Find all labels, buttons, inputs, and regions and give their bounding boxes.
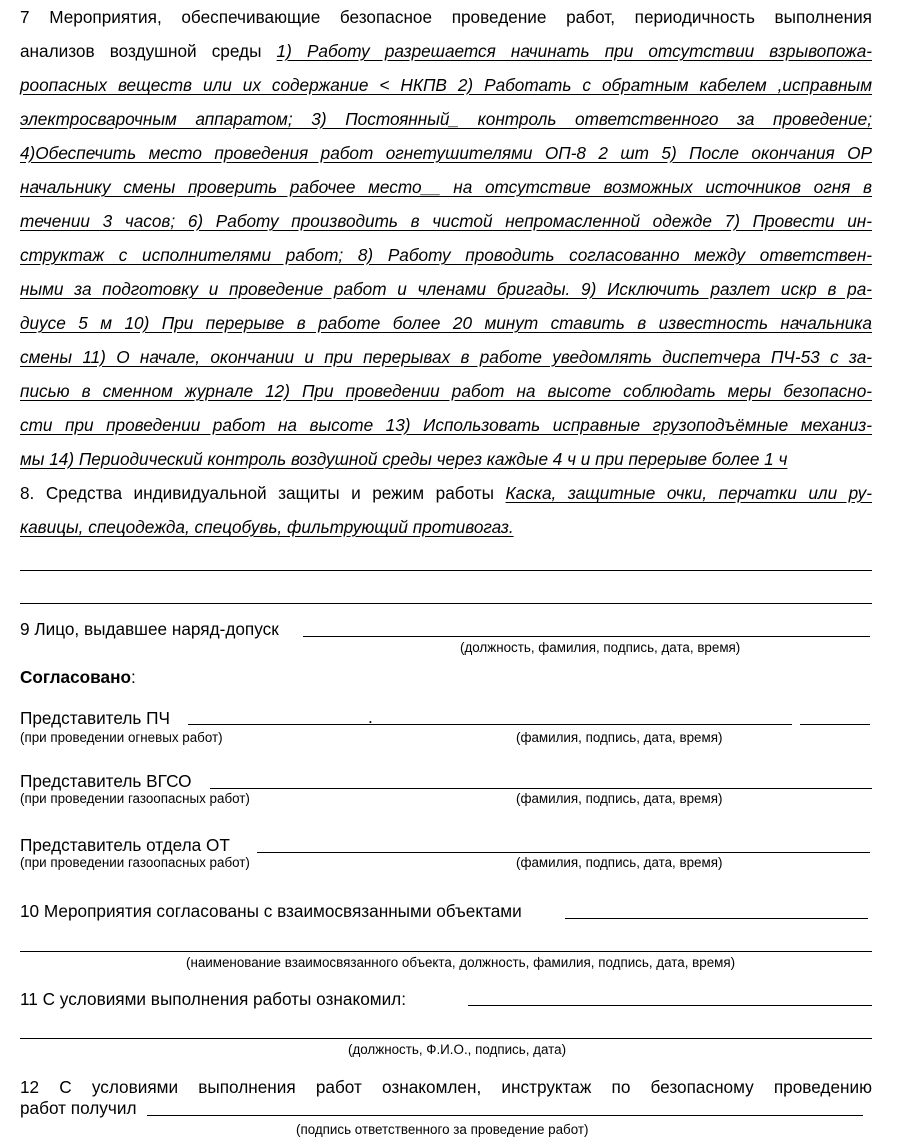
section-7-measures-start: 1) Работу разрешается начинать при отсутствии взрывопожа- bbox=[276, 41, 872, 61]
ot-caption: (фамилия, подпись, дата, время) bbox=[516, 855, 723, 870]
pch-dot: . bbox=[368, 707, 373, 727]
issuer-signature-field[interactable] bbox=[303, 636, 870, 637]
section-7-measures-line: электросварочным аппаратом; 3) Постоянный_ контроль ответственного за проведение; bbox=[20, 109, 872, 129]
section-12-line-2: работ получил bbox=[20, 1098, 137, 1118]
related-objects-field[interactable] bbox=[565, 918, 868, 919]
section-7-measures-line: структаж с исполнителями работ; 8) Работу проводить согласованно между ответствен- bbox=[20, 245, 872, 265]
pch-representative-label: Представитель ПЧ bbox=[20, 708, 170, 728]
section-12-caption: (подпись ответственного за проведение работ) bbox=[296, 1122, 589, 1137]
ot-representative-field[interactable] bbox=[257, 852, 870, 853]
instructor-field-line-2[interactable] bbox=[20, 1038, 872, 1039]
vgso-caption: (фамилия, подпись, дата, время) bbox=[516, 791, 723, 806]
section-8-heading bbox=[20, 479, 872, 507]
section-7-heading: 7 Мероприятия, обеспечивающие безопасное проведение работ, периодичность выполнения bbox=[20, 7, 872, 27]
section-8-ppe-start: Каска, защитные очки, перчатки или ру- bbox=[505, 483, 872, 503]
pch-caption: (фамилия, подпись, дата, время) bbox=[516, 730, 723, 745]
section-9-caption: (должность, фамилия, подпись, дата, время) bbox=[460, 640, 741, 655]
agreed-heading: Согласовано: bbox=[20, 667, 136, 687]
section-12-line-1: 12 С условиями выполнения работ ознакомлен, инструктаж по безопасному проведению bbox=[20, 1077, 872, 1097]
ot-sub-caption: (при проведении газоопасных работ) bbox=[20, 855, 250, 870]
section-7-measures-line: ными за подготовку и проведение работ и членами бригады. 9) Исключить разлет искр в ра- bbox=[20, 279, 872, 299]
responsible-signature-field[interactable] bbox=[147, 1115, 863, 1116]
section-7-measures-line: писью в сменном журнале 12) При проведении работ на высоте соблюдать меры безопасно- bbox=[20, 381, 872, 401]
section-8-ppe-line: кавицы, спецодежда, спецобувь, фильтрующий противогаз. bbox=[20, 517, 514, 537]
pch-representative-field[interactable] bbox=[188, 724, 792, 725]
section-7-measures-line: роопасных веществ или их содержание < НКПВ 2) Работать с обратным кабелем ,исправным bbox=[20, 75, 872, 95]
vgso-sub-caption: (при проведении газоопасных работ) bbox=[20, 791, 250, 806]
section-7-measures-line: смены 11) О начале, окончании и при перерывах в работе уведомлять диспетчера ПЧ-53 с за- bbox=[20, 347, 872, 367]
section-10-caption: (наименование взаимосвязанного объекта, должность, фамилия, подпись, дата, время) bbox=[186, 955, 736, 970]
section-7-label-end: анализов воздушной среды bbox=[20, 41, 277, 61]
section-7-measures-line: начальнику смены проверить рабочее место__ на отсутствие возможных источников огня в bbox=[20, 177, 872, 197]
section-7-measures-line: сти при проведении работ на высоте 13) Использовать исправные грузоподъёмные механиз- bbox=[20, 415, 872, 435]
ot-representative-label: Представитель отдела ОТ bbox=[20, 835, 230, 855]
section-8-label: 8. Средства индивидуальной защиты и режим работы bbox=[20, 483, 506, 503]
vgso-representative-field[interactable] bbox=[210, 788, 872, 789]
section-7-measures-line: диусе 5 м 10) При перерыве в работе более 20 минут ставить в известность начальника bbox=[20, 313, 872, 333]
section-7-measures-line: 4)Обеспечить место проведения работ огнетушителями ОП-8 2 шт 5) После окончания ОР bbox=[20, 143, 872, 163]
section-7-measures-line: течении 3 часов; 6) Работу производить в чистой непромасленной одежде 7) Провести ин- bbox=[20, 211, 872, 231]
related-objects-field-line-2[interactable] bbox=[20, 951, 872, 952]
blank-line bbox=[20, 570, 872, 571]
pch-representative-field-extra[interactable] bbox=[800, 724, 870, 725]
section-11-caption: (должность, Ф.И.О., подпись, дата) bbox=[348, 1042, 567, 1057]
section-7-line-2 bbox=[20, 37, 872, 65]
section-9-label: 9 Лицо, выдавшее наряд-допуск bbox=[20, 619, 279, 639]
instructor-field[interactable] bbox=[468, 1005, 872, 1006]
section-10-label: 10 Мероприятия согласованы с взаимосвязанными объектами bbox=[20, 901, 522, 921]
section-7-measures-line: мы 14) Периодический контроль воздушной среды через каждые 4 ч и при перерыве более 1 ч bbox=[20, 449, 788, 469]
vgso-representative-label: Представитель ВГСО bbox=[20, 771, 192, 791]
section-11-label: 11 С условиями выполнения работы ознакомил: bbox=[20, 989, 406, 1009]
blank-line bbox=[20, 603, 872, 604]
pch-sub-caption: (при проведении огневых работ) bbox=[20, 730, 223, 745]
